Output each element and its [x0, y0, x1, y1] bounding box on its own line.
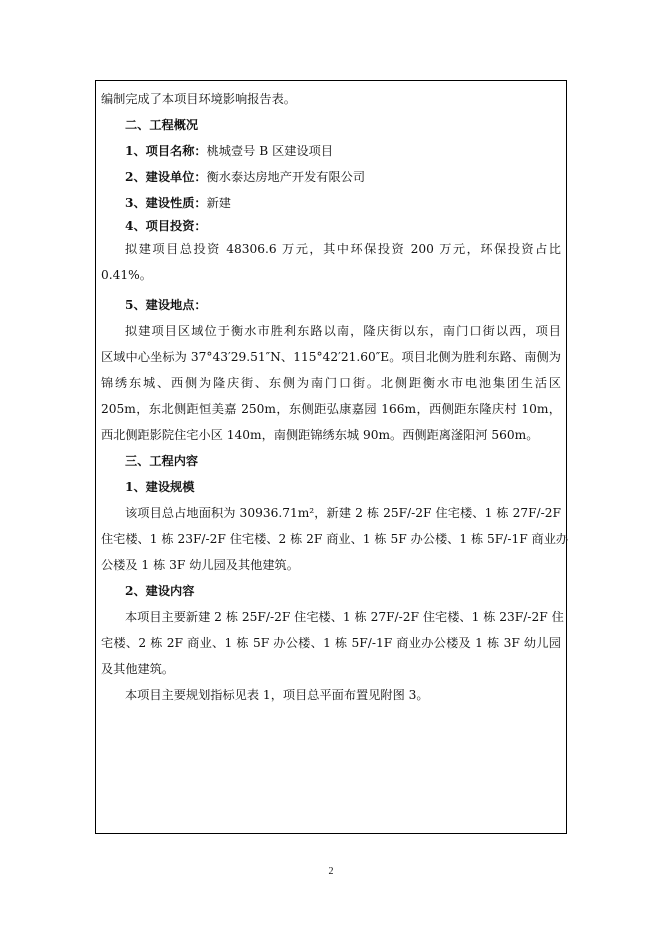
intro-text: 编制完成了本项目环境影响报告表。	[101, 92, 296, 106]
nature-row	[101, 190, 561, 216]
investment-text-line-1: 拟建项目总投资 48306.6 万元，其中环保投资 200 万元，环保投资占比	[125, 242, 561, 256]
nature-value: 新建	[206, 196, 231, 210]
content-table-cell	[95, 80, 567, 834]
content-text-line-2: 宅楼、2 栋 2F 商业、1 栋 5F 办公楼、1 栋 5F/-1F 商业办公楼及 1 栋 3F 幼儿园	[101, 636, 561, 650]
content-text-line-3: 及其他建筑。	[101, 662, 175, 676]
site-text-line-5: 西北侧距影院住宅小区 140m，南侧距锦绣东城 90m。西侧距离滏阳河 560m。	[101, 428, 539, 442]
plan-text: 本项目主要规划指标见表 1，项目总平面布置见附图 3。	[125, 688, 429, 702]
section-heading-content: 三、工程内容	[125, 454, 199, 468]
scale-text-line-2: 住宅楼、1 栋 23F/-2F 住宅楼、2 栋 2F 商业、1 栋 5F 办公楼、1 栋 5F/-1F 商业办	[101, 532, 569, 546]
nature-label: 3、建设性质：	[125, 196, 207, 210]
project-name-label: 1、项目名称：	[125, 144, 207, 158]
scale-text-line-1: 该项目总占地面积为 30936.71m²，新建 2 栋 25F/-2F 住宅楼、1 栋 27F/-2F	[125, 506, 561, 520]
scale-label: 1、建设规模	[125, 480, 195, 494]
builder-label: 2、建设单位：	[125, 170, 207, 184]
builder-row	[101, 164, 561, 190]
site-text-line-2: 区域中心坐标为 37°43′29.51″N、115°42′21.60″E。项目北侧为胜利东路、南侧为	[101, 350, 561, 364]
document-body	[101, 86, 569, 708]
builder-value: 衡水泰达房地产开发有限公司	[206, 170, 366, 184]
project-name-value: 桃城壹号 B 区建设项目	[206, 144, 334, 158]
section-heading-overview: 二、工程概况	[125, 118, 199, 132]
content-label: 2、建设内容	[125, 584, 195, 598]
scale-text-line-3: 公楼及 1 栋 3F 幼儿园及其他建筑。	[101, 558, 299, 572]
site-text-line-3: 锦绣东城、西侧为隆庆街、东侧为南门口街。北侧距衡水市电池集团生活区	[101, 376, 561, 390]
site-text-line-4: 205m，东北侧距恒美嘉 250m，东侧距弘康嘉园 166m，西侧距东隆庆村 10m，	[101, 402, 561, 416]
investment-label: 4、项目投资：	[125, 219, 207, 233]
site-label: 5、建设地点：	[125, 298, 207, 312]
page-number: 2	[328, 866, 334, 877]
project-name-row	[101, 138, 561, 164]
content-text-line-1: 本项目主要新建 2 栋 25F/-2F 住宅楼、1 栋 27F/-2F 住宅楼、1 栋 23F/-2F 住	[125, 610, 564, 624]
site-text-line-1: 拟建项目区域位于衡水市胜利东路以南，隆庆街以东，南门口街以西，项目	[125, 324, 561, 338]
investment-text-line-2: 0.41%。	[101, 268, 152, 282]
